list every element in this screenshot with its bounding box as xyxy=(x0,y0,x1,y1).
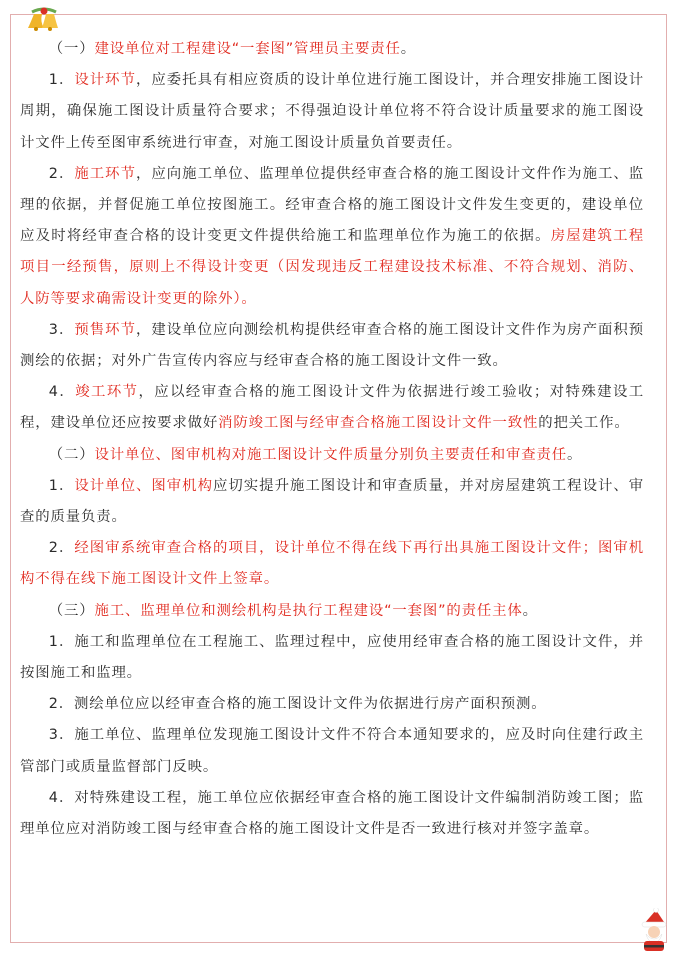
highlighted-text: 施工环节 xyxy=(74,165,136,182)
highlighted-text: 设计环节 xyxy=(74,72,136,89)
body-text: 4． xyxy=(48,384,76,401)
body-text: 3．施工单位、监理单位发现施工图设计文件不符合本通知要求的，应及时向住建行政主管部门或质量监督部门反映。 xyxy=(20,727,644,775)
body-text: 应切实提升施工图设计和审查质量，并对房屋建筑工程设计、审查的质量负责。 xyxy=(20,477,645,526)
paragraph xyxy=(20,377,644,439)
body-text: 3． xyxy=(48,321,75,338)
paragraph xyxy=(20,689,644,720)
paragraph xyxy=(20,440,644,471)
christmas-bells-icon xyxy=(24,2,64,34)
body-text: ，应向施工单位、监理单位提供经审查合格的施工图设计文件作为施工、监理的依据，并督促施工单位按图施工。经审查合格的施工图设计文件发生变更的，建设单位应及时将经审查合格的设计变更文件提供给施工和监理单位作为施工的依据。 xyxy=(20,165,645,245)
highlighted-text: 设计单位、图审机构 xyxy=(74,477,213,494)
highlighted-text: 设计单位、图审机构对施工图设计文件质量分别负主要责任和审查责任 xyxy=(94,446,567,463)
body-text: 1．施工和监理单位在工程施工、监理过程中，应使用经审查合格的施工图设计文件，并按图施工和监理。 xyxy=(20,633,644,682)
paragraph xyxy=(20,720,644,782)
paragraph xyxy=(20,159,644,315)
body-text: 1． xyxy=(48,72,75,89)
body-text: ，建设单位应向测绘机构提供经审查合格的施工图设计文件作为房产面积预测绘的依据；对外广告宣传内容应与经审查合格的施工图设计文件一致。 xyxy=(20,321,645,370)
body-text: 4．对特殊建设工程，施工单位应依据经审查合格的施工图设计文件编制消防竣工图；监理单位应对消防竣工图与经审查合格的施工图设计文件是否一致进行核对并签字盖章。 xyxy=(20,789,644,838)
body-text: 的把关工作。 xyxy=(538,415,630,432)
highlighted-text: 房屋建筑工程项目一经预售，原则上不得设计变更（因发现违反工程建设技术标准、不符合规划、消防、人防等要求确需设计变更的除外）。 xyxy=(20,228,644,307)
body-text: （二） xyxy=(48,446,95,463)
paragraph xyxy=(20,315,644,377)
body-text: 2． xyxy=(48,165,75,182)
paragraph xyxy=(20,65,644,159)
body-text: 2．测绘单位应以经审查合格的施工图设计文件为依据进行房产面积预测。 xyxy=(48,696,547,713)
paragraph xyxy=(20,627,644,689)
paragraph xyxy=(20,783,644,845)
paragraph xyxy=(20,533,644,595)
document-body xyxy=(20,34,644,845)
paragraph xyxy=(20,34,644,65)
body-text: 1． xyxy=(48,477,75,494)
highlighted-text: 预售环节 xyxy=(74,321,136,338)
body-text: 。 xyxy=(522,602,538,619)
highlighted-text: 建设单位对工程建设“一套图”管理员主要责任 xyxy=(94,41,401,57)
paragraph xyxy=(20,471,644,533)
body-text: ，应以经审查合格的施工图设计文件为依据进行竣工验收；对特殊建设工程，建设单位还应按要求做好 xyxy=(20,384,645,432)
body-text: ，应委托具有相应资质的设计单位进行施工图设计，并合理安排施工图设计周期，确保施工图设计质量符合要求；不得强迫设计单位将不符合设计质量要求的施工图设计文件上传至图审系统进行审查，对施工图设计质量负首要责任。 xyxy=(20,72,645,151)
body-text: 。 xyxy=(567,446,583,463)
highlighted-text: 竣工环节 xyxy=(75,384,139,401)
body-text: 2． xyxy=(48,540,75,557)
body-text: 。 xyxy=(400,41,416,57)
santa-claus-icon xyxy=(636,908,672,952)
paragraph xyxy=(20,596,644,627)
body-text: （三） xyxy=(48,602,95,619)
highlighted-text: 消防竣工图与经审查合格施工图设计文件一致性 xyxy=(218,415,539,432)
body-text: （一） xyxy=(48,41,95,57)
highlighted-text: 经图审系统审查合格的项目，设计单位不得在线下再行出具施工图设计文件；图审机构不得在线下施工图设计文件上签章。 xyxy=(20,540,645,588)
highlighted-text: 施工、监理单位和测绘机构是执行工程建设“一套图”的责任主体 xyxy=(94,602,523,619)
